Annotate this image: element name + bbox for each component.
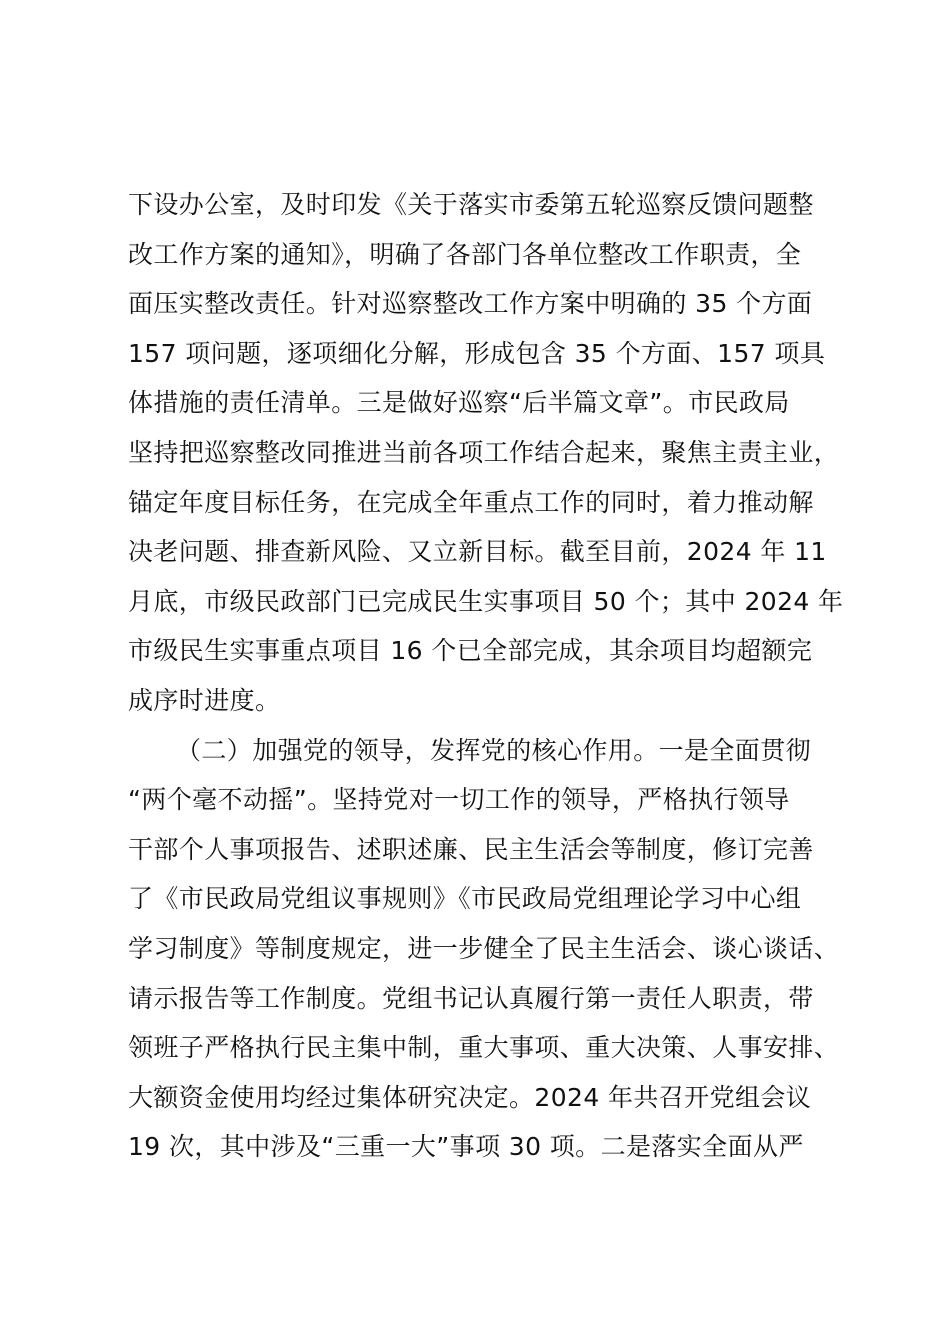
- text-line: “两个毫不动摇”。坚持党对一切工作的领导，严格执行领导: [128, 785, 790, 815]
- text-line: 成序时进度。: [128, 685, 281, 715]
- text-line: 请示报告等工作制度。党组书记认真履行第一责任人职责，带: [128, 983, 814, 1013]
- text-line: 下设办公室，及时印发《关于落实市委第五轮巡察反馈问题整: [128, 190, 814, 219]
- section-heading-line: （二）加强党的领导，发挥党的核心作用。一是全面贯彻: [176, 735, 812, 765]
- text-line: 19 次，其中涉及“三重一大”事项 30 项。二是落实全面从严: [128, 1132, 804, 1162]
- text-line: 面压实整改责任。针对巡察整改工作方案中明确的 35 个方面: [128, 289, 813, 319]
- text-line: 体措施的责任清单。三是做好巡察“后半篇文章”。市民政局: [128, 388, 790, 418]
- text-line: 月底，市级民政部门已完成民生实事项目 50 个；其中 2024 年: [128, 586, 844, 616]
- text-line: 锚定年度目标任务，在完成全年重点工作的同时，着力推动解: [128, 487, 814, 517]
- text-line: 大额资金使用均经过集体研究决定。2024 年共召开党组会议: [128, 1082, 812, 1112]
- text-line: 领班子严格执行民主集中制，重大事项、重大决策、人事安排、: [128, 1033, 840, 1063]
- body-text: [128, 180, 844, 1172]
- text-line: 市级民生实事重点项目 16 个已全部完成，其余项目均超额完: [128, 636, 813, 666]
- text-line: 学习制度》等制度规定，进一步健全了民主生活会、谈心谈话、: [128, 933, 840, 963]
- text-line: 157 项问题，逐项细化分解，形成包含 35 个方面、157 项具: [128, 338, 826, 368]
- text-line: 了《市民政局党组议事规则》《市民政局党组理论学习中心组: [128, 884, 802, 914]
- text-line: 决老问题、排查新风险、又立新目标。截至目前，2024 年 11: [128, 537, 827, 567]
- text-line: 坚持把巡察整改同推进当前各项工作结合起来，聚焦主责主业，: [128, 437, 840, 467]
- text-line: 改工作方案的通知》，明确了各部门各单位整改工作职责，全: [128, 239, 802, 269]
- text-line: 干部个人事项报告、述职述廉、民主生活会等制度，修订完善: [128, 834, 814, 864]
